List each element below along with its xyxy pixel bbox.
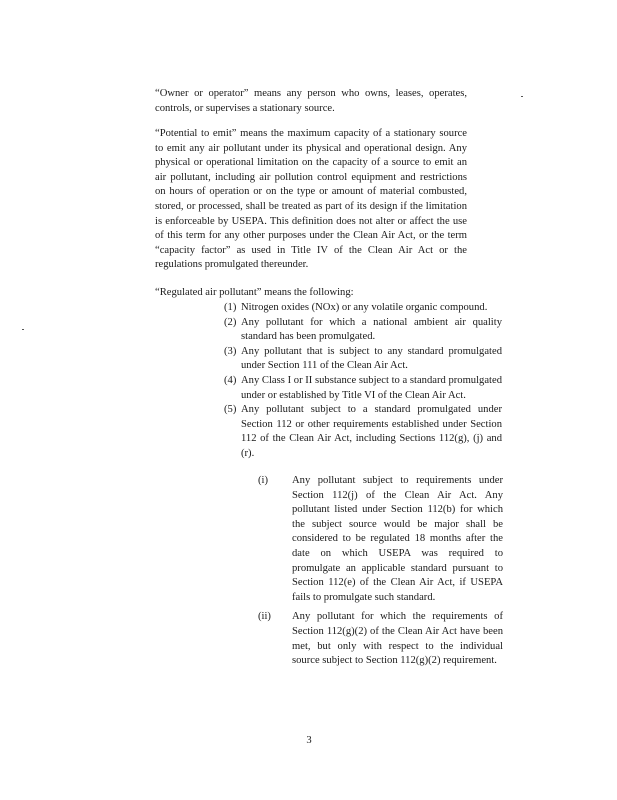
list-item bbox=[224, 374, 502, 403]
list-item bbox=[224, 301, 502, 316]
sub-item-text: Any pollutant for which the requirements of Section 112(g)(2) of the Clean Air Act have been met, but only with respect to the individual source subject to Section 112(g)(2) requirement. bbox=[292, 611, 503, 667]
list-item-text: Any pollutant that is subject to any standard promulgated under Section 111 of the Clean Air Act. bbox=[241, 345, 502, 372]
list-item-number: (5) bbox=[224, 404, 237, 416]
list-item-text: Any pollutant subject to a standard promulgated under Section 112 or other requirements established under Section 112 of the Clean Air Act, including Sections 112(g), (j) and (r). bbox=[241, 404, 502, 459]
list-item-text: Any Class I or II substance subject to a standard promulgated under or established by Title VI of the Clean Air Act. bbox=[241, 374, 502, 401]
regulated-pollutant-list bbox=[224, 301, 502, 462]
potential-to-emit-definition: “Potential to emit” means the maximum capacity of a stationary source to emit any air pollutant under its physical and operational design. Any physical or operational limitation on the capacity of a source to emit an air pollutant, including air pollution control equipment and restrictions on hours of operation or on the type or amount of material combusted, stored, or processed, shall be treated as part of its design if the limitation is enforceable by USEPA. This definition does not alter or affect the use of this term for any other purposes under the Clean Air Act, or the term “capacity factor” as used in Title IV of the Clean Air Act or the regulations promulgated thereunder. bbox=[155, 128, 467, 271]
list-item-text: Any pollutant for which a national ambient air quality standard has been promulgated. bbox=[241, 316, 502, 343]
list-item bbox=[224, 316, 502, 345]
section-112-sublist bbox=[258, 474, 503, 670]
list-item bbox=[224, 345, 502, 374]
list-item-number: (3) bbox=[224, 345, 237, 357]
list-item-text: Nitrogen oxides (NOx) or any volatile organic compound. bbox=[241, 302, 488, 313]
list-item bbox=[224, 403, 502, 461]
sub-item-number: (ii) bbox=[258, 611, 271, 623]
scan-speck bbox=[22, 329, 24, 330]
scan-speck bbox=[521, 96, 523, 97]
list-item-number: (2) bbox=[224, 316, 237, 328]
list-item-number: (1) bbox=[224, 302, 237, 313]
page-number: 3 bbox=[306, 735, 312, 746]
list-item-number: (4) bbox=[224, 374, 237, 386]
sub-list-item bbox=[258, 610, 503, 668]
regulated-air-pollutant-heading: “Regulated air pollutant” means the following: bbox=[155, 287, 354, 298]
sub-list-item bbox=[258, 474, 503, 605]
sub-item-number: (i) bbox=[258, 475, 268, 486]
sub-item-text: Any pollutant subject to requirements under Section 112(j) of the Clean Air Act. Any pollutant listed under Section 112(b) for which the subject source would be major shall be considered to be regulated 18 months after the date on which USEPA was required to promulgate an applicable standard pursuant to Section 112(e) of the Clean Air Act, if USEPA fails to promulgate such standard. bbox=[292, 475, 503, 603]
owner-operator-definition: “Owner or operator” means any person who owns, leases, operates, controls, or supervises a stationary source. bbox=[155, 88, 467, 114]
